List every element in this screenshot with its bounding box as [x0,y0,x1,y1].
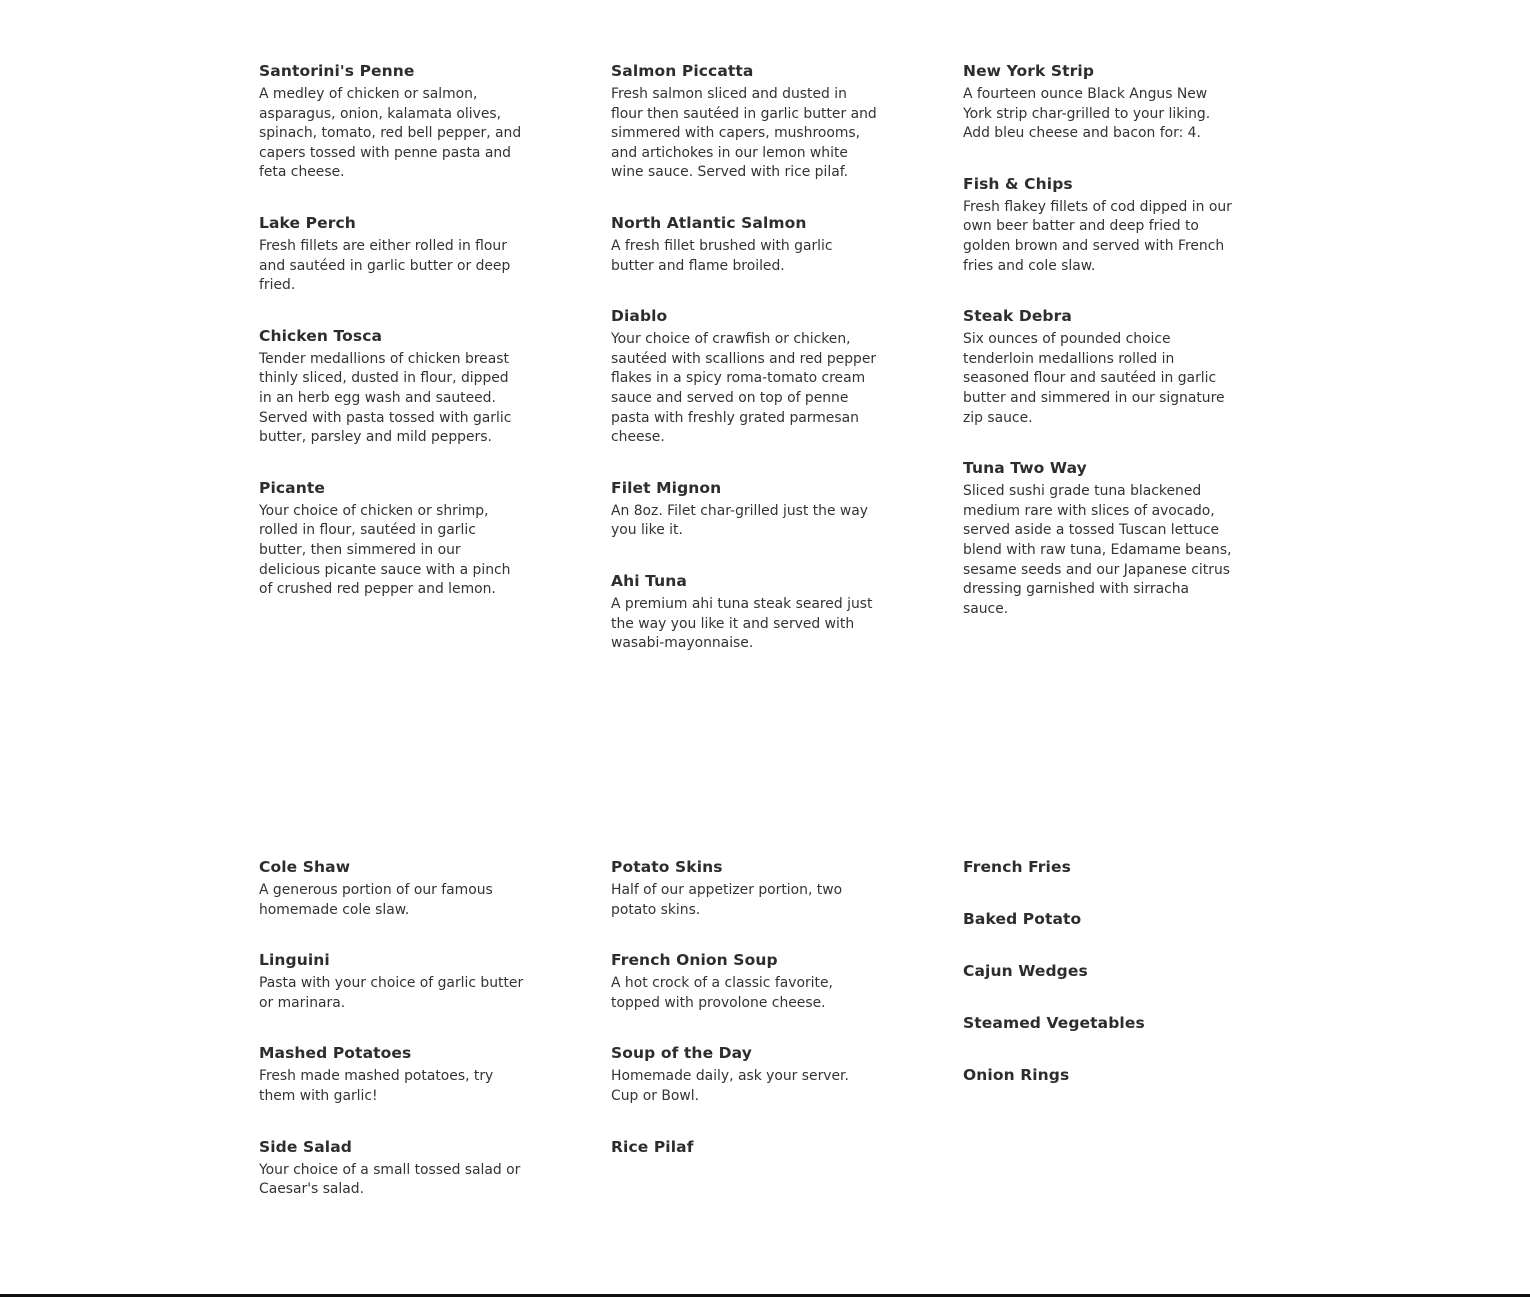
menu-item-description: Your choice of crawfish or chicken, sautéed with scallions and red pepper flakes in a spicy roma-tomato cream sauce and served on top of penne pasta with freshly grated parmesan cheese. [611,331,877,446]
menu-item [259,213,525,296]
menu-item-name: Filet Mignon [611,478,722,497]
menu-item-description: A fourteen ounce Black Angus New York strip char-grilled to your liking. Add bleu cheese and bacon for: 4. [963,86,1211,142]
menu-item-name: Santorini's Penne [259,62,415,80]
menu-item-description: Fresh salmon sliced and dusted in flour then sautéed in garlic butter and simmered with capers, mushrooms, and artichokes in our lemon white wine sauce. Served with rice pilaf. [611,86,877,181]
menu-item-name: Steak Debra [963,307,1072,326]
menu-item [259,326,525,448]
menu-item-description: Sliced sushi grade tuna blackened medium rare with slices of avocado, served aside a tossed Tuscan lettuce blend with raw tuna, Edamame beans, sesame seeds and our Japanese citrus dressing garnished with sirracha sauce. [963,483,1232,617]
menu-item [611,571,877,654]
menu-item [611,213,877,276]
menu-item-description: Fresh fillets are either rolled in flour and sautéed in garlic butter or deep fried. [259,237,511,294]
menu-item-description: A generous portion of our famous homemade cole slaw. [259,882,493,918]
sides-column-3 [963,857,1235,1117]
menu-item-name: Ahi Tuna [611,571,687,590]
menu-item [963,961,1235,982]
menu-item [259,1137,525,1200]
menu-item-name: Fish & Chips [963,174,1073,193]
menu-item [611,61,877,183]
menu-item-name: Chicken Tosca [259,326,383,345]
menu-item-description: Tender medallions of chicken breast thinly sliced, dusted in flour, dipped in an herb egg wash and sauteed. Served with pasta tossed with garlic butter, parsley and mild peppers. [259,350,512,446]
menu-item [259,857,525,920]
menu-item [611,1137,877,1158]
menu-item-description: Pasta with your choice of garlic butter or marinara. [259,975,524,1011]
menu-item-description: Your choice of a small tossed salad or Caesar's salad. [259,1161,521,1198]
menu-item [963,458,1235,619]
menu-item-name: Baked Potato [963,910,1082,928]
menu-item [611,950,877,1013]
menu-item [963,1013,1235,1034]
menu-item [963,1065,1235,1086]
menu-item [963,909,1235,930]
menu-item [259,950,525,1013]
entrees-column-2 [611,61,877,684]
sides-column-1 [259,857,525,1230]
menu-item-name: Salmon Piccatta [611,62,754,80]
menu-item [611,306,877,448]
entrees-column-1 [259,61,525,630]
menu-item-name: Rice Pilaf [611,1137,694,1156]
entrees-column-3 [963,61,1235,649]
menu-item-name: Picante [259,478,325,497]
menu-item-name: Mashed Potatoes [259,1044,412,1063]
menu-item-name: Lake Perch [259,213,356,232]
menu-item-description: A medley of chicken or salmon, asparagus, onion, kalamata olives, spinach, tomato, red bell pepper, and capers tossed with penne pasta and feta cheese. [259,86,522,181]
menu-item [963,857,1235,878]
menu-item-name: Diablo [611,307,668,326]
menu-item [611,857,877,920]
menu-item-name: Potato Skins [611,858,723,876]
menu-item [611,478,877,541]
menu-item-description: Fresh made mashed potatoes, try them with garlic! [259,1068,494,1104]
menu-item-name: Onion Rings [963,1066,1070,1084]
menu-item-description: A hot crock of a classic favorite, topped with provolone cheese. [611,975,833,1011]
menu-item [963,61,1235,144]
menu-item-name: Side Salad [259,1137,352,1156]
menu-item-description: Your choice of chicken or shrimp, rolled in flour, sautéed in garlic butter, then simmered in our delicious picante sauce with a pinch of crushed red pepper and lemon. [259,502,511,598]
menu-item-name: French Onion Soup [611,951,778,970]
menu-item-name: North Atlantic Salmon [611,213,807,232]
menu-item-description: A premium ahi tuna steak seared just the way you like it and served with wasabi-mayonnaise. [611,595,873,652]
menu-item-name: New York Strip [963,62,1095,80]
sides-column-2 [611,857,877,1188]
menu-item-description: A fresh fillet brushed with garlic butter and flame broiled. [611,237,833,274]
menu-item-name: Steamed Vegetables [963,1014,1145,1032]
menu-item [963,306,1235,428]
menu-item [259,478,525,600]
menu-item [611,1043,877,1106]
menu-item-name: French Fries [963,858,1071,876]
menu-item-name: Cole Shaw [259,858,351,876]
menu-item [259,61,525,183]
menu-item [963,174,1235,276]
menu-item-description: An 8oz. Filet char-grilled just the way you like it. [611,502,869,539]
menu-item-description: Half of our appetizer portion, two potato skins. [611,882,843,918]
menu-item-description: Homemade daily, ask your server. Cup or Bowl. [611,1068,849,1104]
menu-item-name: Linguini [259,951,330,970]
menu-item-name: Tuna Two Way [963,459,1087,478]
menu-item-description: Six ounces of pounded choice tenderloin medallions rolled in seasoned flour and sautéed in garlic butter and simmered in our signature zip sauce. [963,331,1225,426]
menu-item [259,1043,525,1106]
menu-item-description: Fresh flakey fillets of cod dipped in our own beer batter and deep fried to golden brown and served with French fries and cole slaw. [963,198,1232,274]
menu-item-name: Soup of the Day [611,1044,752,1063]
menu-item-name: Cajun Wedges [963,962,1088,980]
